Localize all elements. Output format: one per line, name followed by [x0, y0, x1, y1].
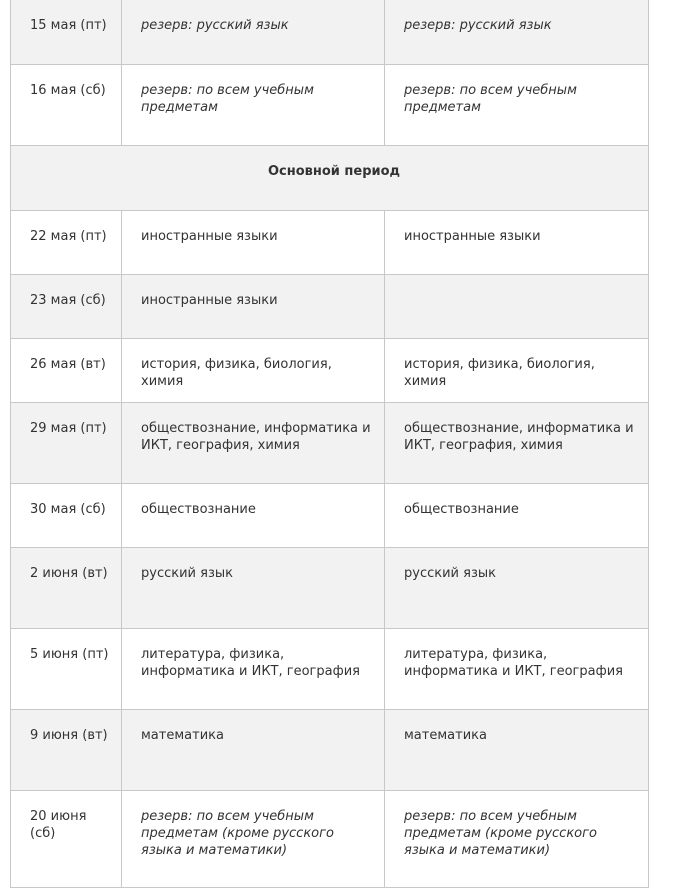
date-cell: 23 мая (сб) [11, 275, 122, 339]
subjects-cell: литература, физика, информатика и ИКТ, география [122, 629, 385, 710]
subjects-cell: литература, физика, информатика и ИКТ, география [385, 629, 649, 710]
table-row [11, 710, 649, 791]
exam-schedule-table [10, 0, 649, 888]
table-row [11, 791, 649, 888]
subjects-cell: обществознание, информатика и ИКТ, география, химия [385, 403, 649, 484]
subjects-cell: резерв: русский язык [122, 0, 385, 65]
table-row [11, 0, 649, 65]
subjects-cell: русский язык [385, 548, 649, 629]
subjects-cell: обществознание [122, 484, 385, 548]
table-row [11, 403, 649, 484]
date-cell: 2 июня (вт) [11, 548, 122, 629]
section-heading: Основной период [11, 146, 649, 211]
date-cell: 15 мая (пт) [11, 0, 122, 65]
table-row [11, 211, 649, 275]
table-row [11, 65, 649, 146]
subjects-cell: история, физика, биология, химия [122, 339, 385, 403]
subjects-cell: математика [122, 710, 385, 791]
date-cell: 9 июня (вт) [11, 710, 122, 791]
subjects-cell: резерв: по всем учебным предметам (кроме русского языка и математики) [385, 791, 649, 888]
subjects-cell: математика [385, 710, 649, 791]
table-row [11, 275, 649, 339]
subjects-cell: история, физика, биология, химия [385, 339, 649, 403]
subjects-cell: обществознание [385, 484, 649, 548]
subjects-cell: обществознание, информатика и ИКТ, география, химия [122, 403, 385, 484]
subjects-cell: резерв: по всем учебным предметам [122, 65, 385, 146]
subjects-cell: резерв: русский язык [385, 0, 649, 65]
date-cell: 22 мая (пт) [11, 211, 122, 275]
table-row [11, 548, 649, 629]
subjects-cell: русский язык [122, 548, 385, 629]
date-cell: 20 июня (сб) [11, 791, 122, 888]
subjects-cell: иностранные языки [122, 275, 385, 339]
subjects-cell [385, 275, 649, 339]
table-row [11, 484, 649, 548]
table-row [11, 629, 649, 710]
subjects-cell: иностранные языки [122, 211, 385, 275]
section-row [11, 146, 649, 211]
subjects-cell: иностранные языки [385, 211, 649, 275]
date-cell: 16 мая (сб) [11, 65, 122, 146]
table-row [11, 339, 649, 403]
date-cell: 29 мая (пт) [11, 403, 122, 484]
subjects-cell: резерв: по всем учебным предметам [385, 65, 649, 146]
subjects-cell: резерв: по всем учебным предметам (кроме русского языка и математики) [122, 791, 385, 888]
date-cell: 26 мая (вт) [11, 339, 122, 403]
date-cell: 5 июня (пт) [11, 629, 122, 710]
date-cell: 30 мая (сб) [11, 484, 122, 548]
